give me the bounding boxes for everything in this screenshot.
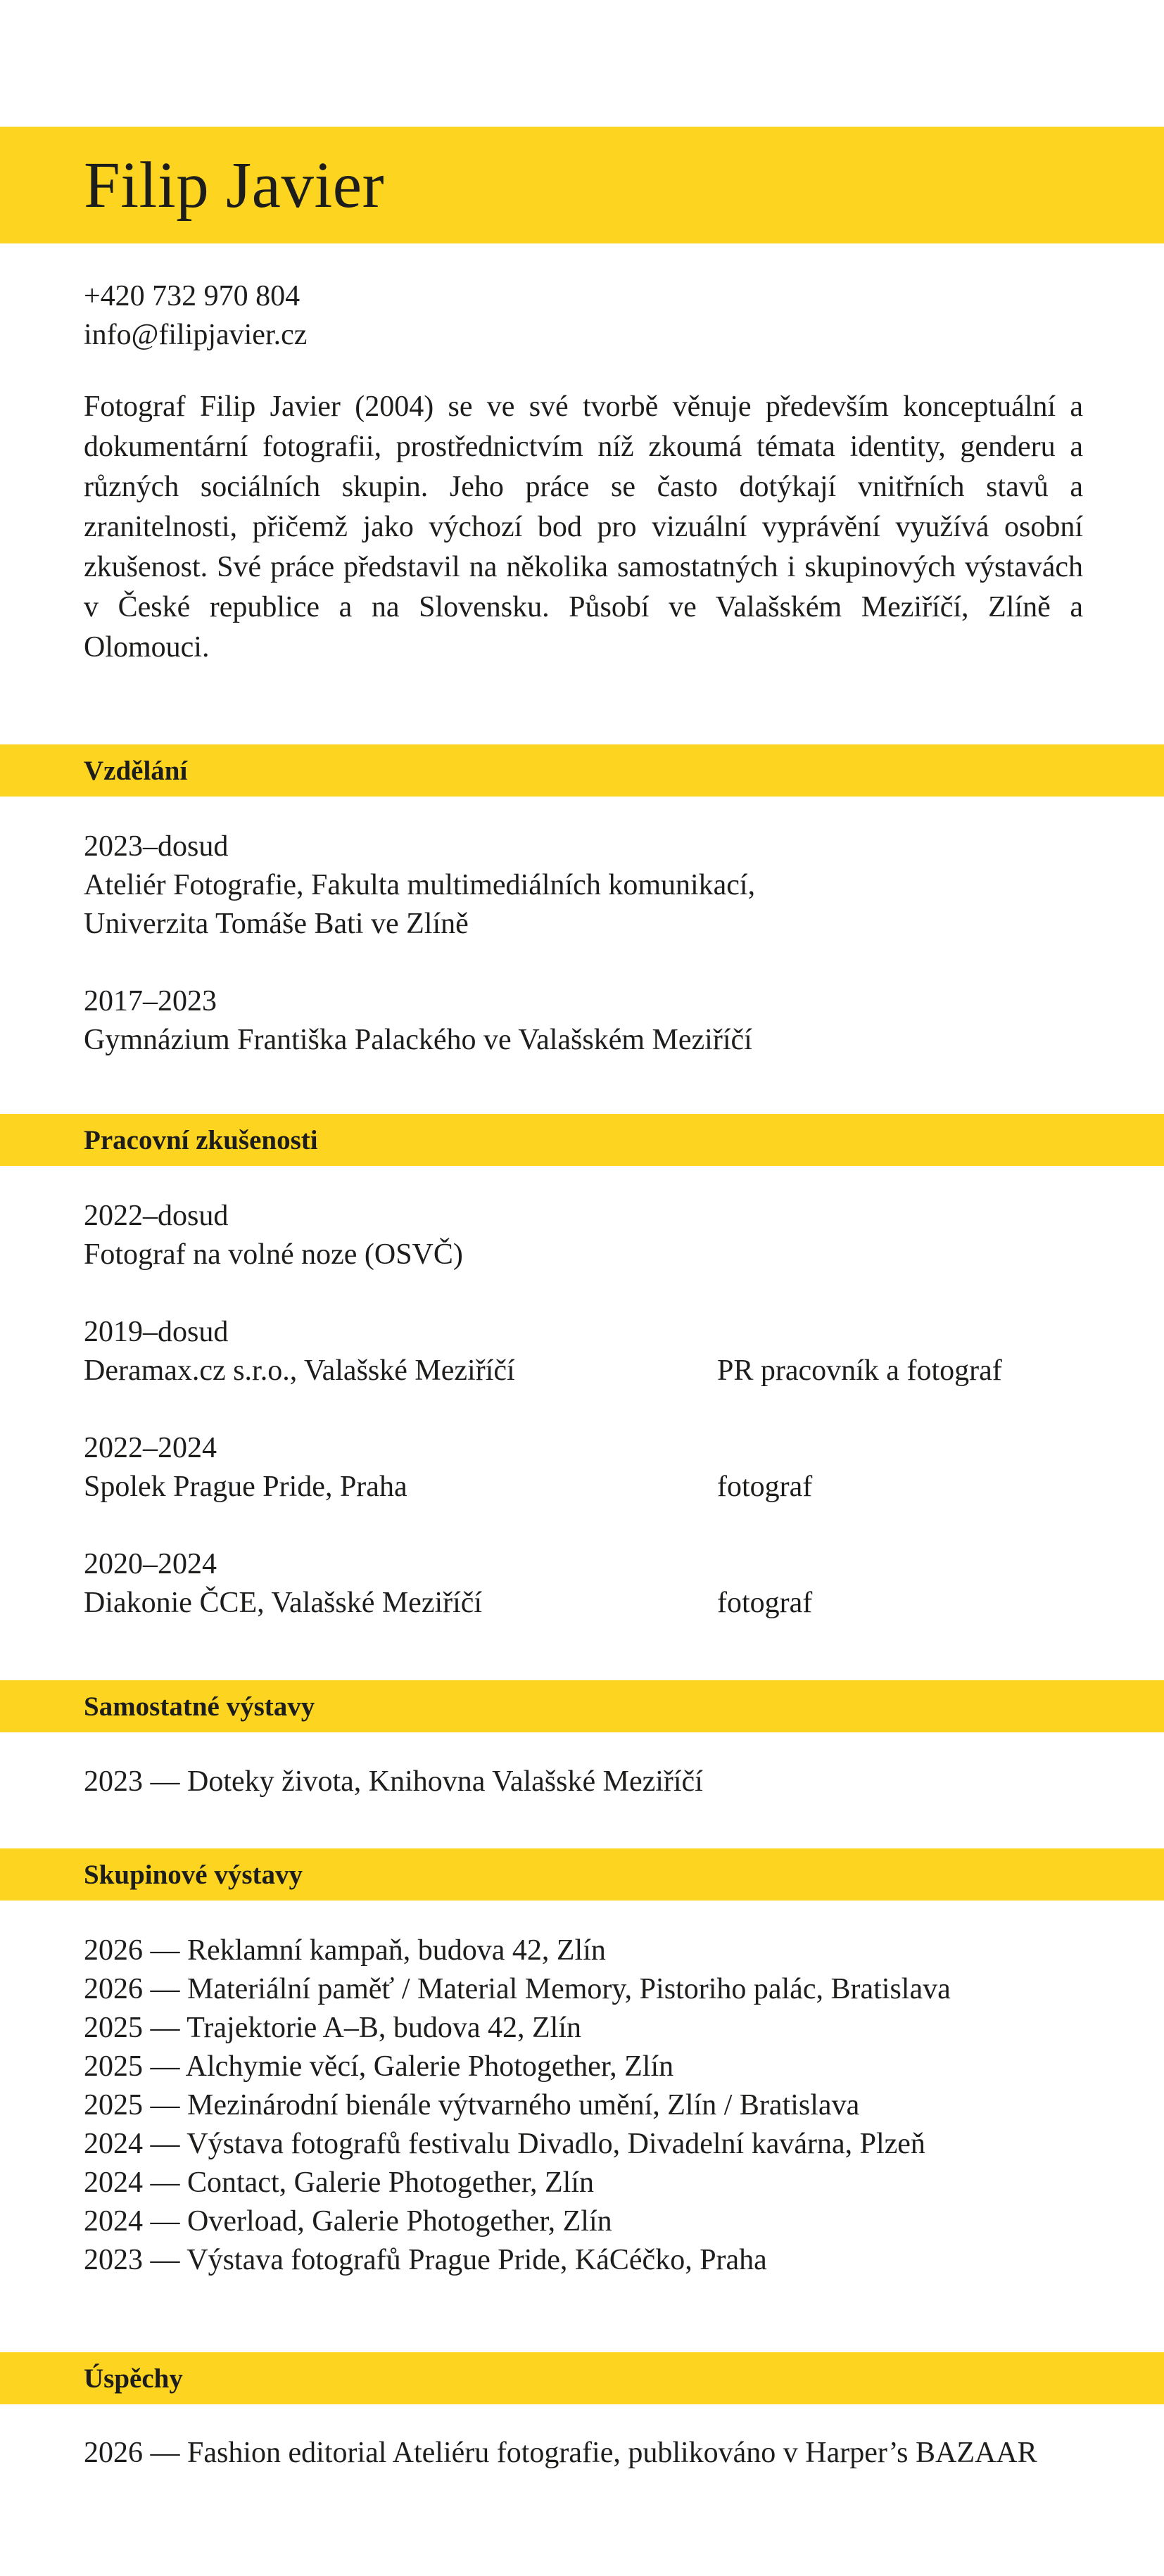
list-item: 2025 — Mezinárodní bienále výtvarného umění, Zlín / Bratislava — [84, 2089, 860, 2121]
work-period: 2019–dosud — [84, 1316, 229, 1348]
education-period: 2017–2023 — [84, 985, 217, 1017]
email-address: info@filipjavier.cz — [84, 319, 308, 351]
section-title-work: Pracovní zkušenosti — [84, 1124, 318, 1155]
work-role: PR pracovník a fotograf — [717, 1354, 1002, 1387]
section-title-achievements: Úspěchy — [84, 2363, 183, 2394]
work-employer: Diakonie ČCE, Valašské Meziříčí — [84, 1587, 483, 1619]
work-period: 2022–dosud — [84, 1200, 229, 1232]
education-period: 2023–dosud — [84, 830, 229, 863]
contact-block — [84, 277, 1083, 355]
list-item: 2024 — Výstava fotografů festivalu Divadlo, Divadelní kavárna, Plzeň — [84, 2128, 925, 2160]
name-banner — [0, 127, 1164, 243]
section-solo-banner — [0, 1680, 1164, 1732]
education-item — [84, 827, 1083, 944]
section-title-solo: Samostatné výstavy — [84, 1691, 315, 1722]
achievements-list — [84, 2434, 1083, 2473]
section-title-education: Vzdělání — [84, 755, 188, 786]
work-item — [84, 1545, 1083, 1623]
list-item: 2023 — Doteky života, Knihovna Valašské Meziříčí — [84, 1765, 703, 1798]
work-period: 2022–2024 — [84, 1432, 217, 1464]
work-item — [84, 1429, 1083, 1506]
list-item: 2026 — Fashion editorial Ateliéru fotografie, publikováno v Harper’s BAZAAR — [84, 2437, 1037, 2469]
section-education-banner — [0, 744, 1164, 797]
group-exhibition-list — [84, 1931, 1083, 2280]
list-item: 2024 — Overload, Galerie Photogether, Zlín — [84, 2205, 612, 2238]
section-work-banner — [0, 1114, 1164, 1166]
person-name: Filip Javier — [84, 148, 385, 222]
education-school: Ateliér Fotografie, Fakulta multimediálních komunikací, — [84, 869, 756, 901]
work-employer: Fotograf na volné noze (OSVČ) — [84, 1238, 463, 1271]
solo-exhibition-list — [84, 1763, 1083, 1801]
education-list — [84, 827, 1083, 1060]
list-item: 2024 — Contact, Galerie Photogether, Zlín — [84, 2166, 594, 2199]
list-item: 2023 — Výstava fotografů Prague Pride, KáCéčko, Praha — [84, 2244, 767, 2276]
work-role: fotograf — [717, 1471, 813, 1503]
education-school: Gymnázium Františka Palackého ve Valašském Meziříčí — [84, 1024, 752, 1056]
education-item — [84, 982, 1083, 1060]
section-achievements-banner — [0, 2352, 1164, 2404]
work-period: 2020–2024 — [84, 1548, 217, 1580]
phone-number: +420 732 970 804 — [84, 280, 301, 312]
education-school-line2: Univerzita Tomáše Bati ve Zlíně — [84, 908, 469, 940]
section-title-group: Skupinové výstavy — [84, 1859, 303, 1890]
list-item: 2026 — Materiální paměť / Material Memory, Pistoriho palác, Bratislava — [84, 1973, 951, 2005]
work-employer: Deramax.cz s.r.o., Valašské Meziříčí — [84, 1354, 515, 1387]
list-item: 2026 — Reklamní kampaň, budova 42, Zlín — [84, 1934, 606, 1967]
work-role: fotograf — [717, 1587, 813, 1619]
bio-paragraph: Fotograf Filip Javier (2004) se ve své tvorbě věnuje především konceptuální a dokumentární fotografii, prostřednictvím níž zkoumá témata identity, genderu a různých sociálních skupin. Jeho práce se často dotýkají vnitřních stavů a zranitelnosti, přičemž jako výchozí bod pro vizuální vyprávění využívá osobní zkušenost. Své práce představil na několika samostatných i skupinových výstavách v České republice a na Slovensku. Působí ve Valašském Meziříčí, Zlíně a Olomouci. — [84, 391, 1083, 664]
work-employer: Spolek Prague Pride, Praha — [84, 1471, 407, 1503]
work-item — [84, 1313, 1083, 1390]
work-item — [84, 1197, 1083, 1274]
work-list — [84, 1197, 1083, 1623]
section-group-banner — [0, 1848, 1164, 1901]
list-item: 2025 — Trajektorie A–B, budova 42, Zlín — [84, 2012, 581, 2044]
list-item: 2025 — Alchymie věcí, Galerie Photogether, Zlín — [84, 2050, 674, 2083]
